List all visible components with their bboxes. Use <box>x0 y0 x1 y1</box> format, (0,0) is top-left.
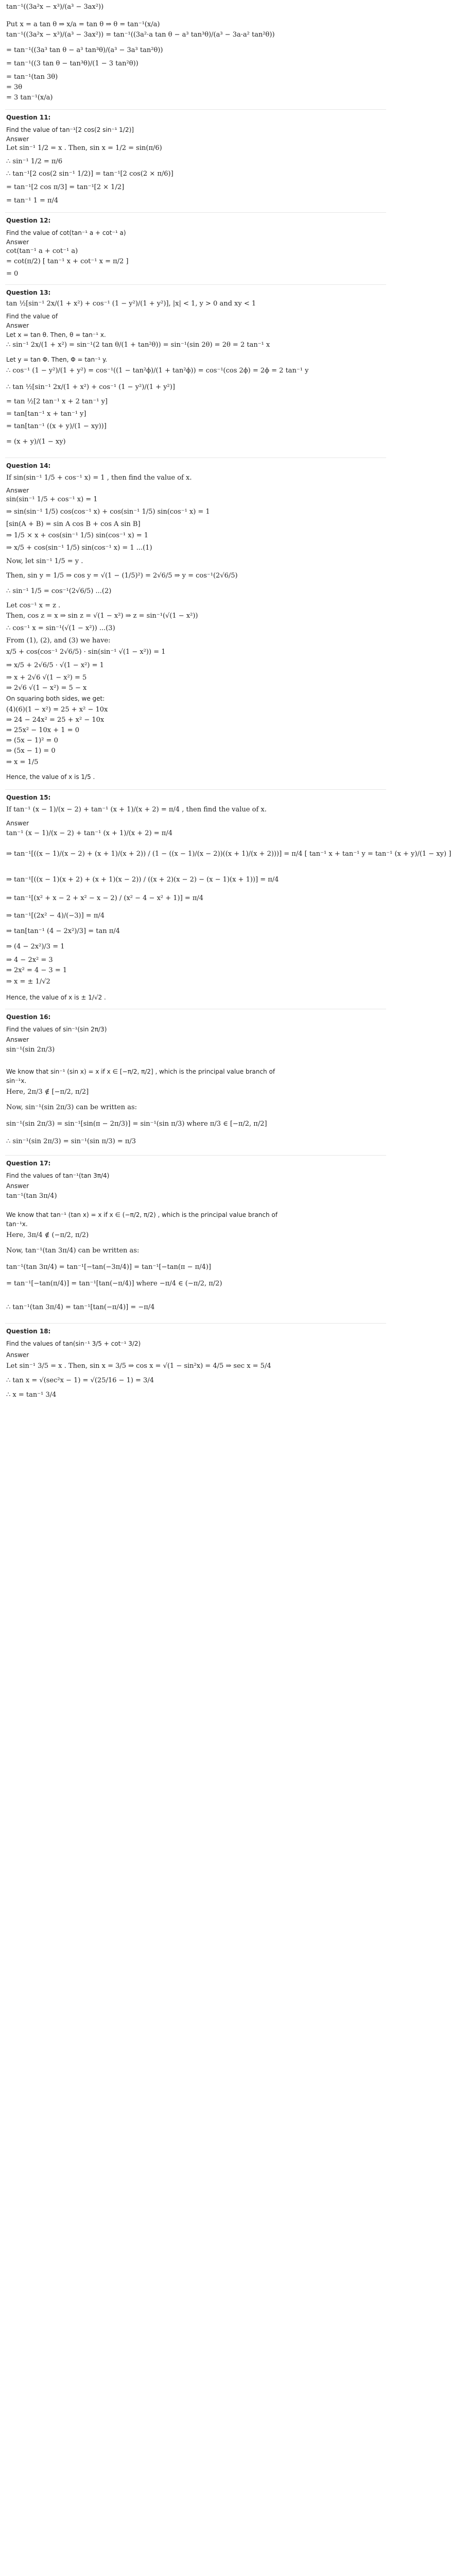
math-line: = tan⁻¹(tan 3θ) <box>6 73 58 81</box>
math-line: If sin(sin⁻¹ 1/5 + cos⁻¹ x) = 1 , then find the value of x. <box>6 474 192 482</box>
math-line: ⇒ 24 − 24x² = 25 + x² − 10x <box>6 716 105 724</box>
math-line: ⇒ 1/5 × x + cos(sin⁻¹ 1/5) sin(cos⁻¹ x) = 1 <box>6 532 149 539</box>
math-line: tan⁻¹((3a²x − x³)/(a³ − 3ax²)) <box>6 3 104 11</box>
math-line: Let sin⁻¹ 1/2 = x . Then, sin x = 1/2 = sin(π/6) <box>6 144 162 152</box>
math-line: = tan ½[2 tan⁻¹ x + 2 tan⁻¹ y] <box>6 398 108 405</box>
text-line: Find the values of tan(sin⁻¹ 3/5 + cot⁻¹ 3/2) <box>6 1340 141 1347</box>
math-line: ⇒ x = ± 1/√2 <box>6 978 50 986</box>
math-line: = tan⁻¹((3 tan θ − tan³θ)/(1 − 3 tan²θ)) <box>6 60 138 67</box>
math-line: = tan[tan⁻¹ ((x + y)/(1 − xy))] <box>6 422 107 430</box>
math-line: = 3 tan⁻¹(x/a) <box>6 94 53 101</box>
math-line: ∴ tan⁻¹[2 cos(2 sin⁻¹ 1/2)] = tan⁻¹[2 cos(2 × π/6)] <box>6 170 174 178</box>
text-line: Find the value of <box>6 313 58 320</box>
math-line: = tan⁻¹[−tan(π/4)] = tan⁻¹[tan(−π/4)] where −π/4 ∈ (−π/2, π/2) <box>6 1280 222 1287</box>
text-line: Hence, the value of x is ± 1/√2 . <box>6 994 106 1001</box>
math-line: cot(tan⁻¹ a + cot⁻¹ a) <box>6 247 78 255</box>
text-line: Let x = tan θ. Then, θ = tan⁻¹ x. <box>6 331 106 338</box>
math-line: ∴ tan⁻¹(tan 3π/4) = tan⁻¹[tan(−π/4)] = −π/4 <box>6 1303 155 1311</box>
math-line: Now, sin⁻¹(sin 2π/3) can be written as: <box>6 1104 137 1111</box>
math-line: [sin(A + B) = sin A cos B + cos A sin B] <box>6 520 141 528</box>
math-line: ∴ sin⁻¹ 2x/(1 + x²) = sin⁻¹(2 tan θ/(1 + tan²θ)) = sin⁻¹(sin 2θ) = 2θ = 2 tan⁻¹ x <box>6 341 270 349</box>
math-line: Let cos⁻¹ x = z . <box>6 602 61 609</box>
math-line: Then, sin y = 1/5 ⇒ cos y = √(1 − (1/5)²) = 2√6/5 ⇒ y = cos⁻¹(2√6/5) <box>6 572 238 580</box>
math-line: ⇒ tan⁻¹[(x² + x − 2 + x² − x − 2) / (x² − 4 − x² + 1)] = π/4 <box>6 894 204 902</box>
math-line: ⇒ sin(sin⁻¹ 1/5) cos(cos⁻¹ x) + cos(sin⁻¹ 1/5) sin(cos⁻¹ x) = 1 <box>6 508 210 516</box>
math-line: = 0 <box>6 270 19 278</box>
text-line: Answer <box>6 820 29 827</box>
text-line: Find the value of cot(tan⁻¹ a + cot⁻¹ a) <box>6 229 126 236</box>
question-divider <box>5 109 386 110</box>
math-line: ∴ x = tan⁻¹ 3/4 <box>6 1391 57 1399</box>
math-line: tan⁻¹(tan 3π/4) <box>6 1192 57 1200</box>
math-line: ⇒ tan⁻¹[((x − 1)(x + 2) + (x + 1)(x − 2)) / ((x + 2)(x − 2) − (x − 1)(x + 1))] = π/4 <box>6 876 279 884</box>
math-line: = 3θ <box>6 83 23 91</box>
text-line: We know that sin⁻¹ (sin x) = x if x ∈ [−π/2, π/2] , which is the principal value branch of <box>6 1068 275 1075</box>
text-line: Hence, the value of x is 1/5 . <box>6 773 95 781</box>
question-divider <box>5 789 386 790</box>
math-line: From (1), (2), and (3) we have: <box>6 637 111 645</box>
math-line: tan⁻¹(tan 3π/4) = tan⁻¹[−tan(−3π/4)] = tan⁻¹[−tan(π − π/4)] <box>6 1263 211 1271</box>
text-line: Answer <box>6 1351 29 1359</box>
question-divider <box>5 457 386 458</box>
math-line: = tan[tan⁻¹ x + tan⁻¹ y] <box>6 410 86 418</box>
text-line: Answer <box>6 239 29 246</box>
math-line: tan ½[sin⁻¹ 2x/(1 + x²) + cos⁻¹ (1 − y²)/(1 + y²)], |x| < 1, y > 0 and xy < 1 <box>6 300 256 308</box>
question-heading: Question 11: <box>6 114 51 121</box>
text-line: Let y = tan Φ. Then, Φ = tan⁻¹ y. <box>6 356 108 363</box>
math-line: Put x = a tan θ ⇒ x/a = tan θ ⇒ θ = tan⁻¹(x/a) <box>6 21 160 28</box>
text-line: On squaring both sides, we get: <box>6 695 105 702</box>
math-line: Let sin⁻¹ 3/5 = x . Then, sin x = 3/5 ⇒ cos x = √(1 − sin²x) = 4/5 ⇒ sec x = 5/4 <box>6 1362 271 1370</box>
text-line: Find the value of tan⁻¹[2 cos(2 sin⁻¹ 1/2)] <box>6 126 134 133</box>
math-line: sin⁻¹(sin 2π/3) = sin⁻¹[sin(π − 2π/3)] = sin⁻¹(sin π/3) where π/3 ∈ [−π/2, π/2] <box>6 1120 267 1128</box>
math-line: ⇒ tan⁻¹[(2x² − 4)/(−3)] = π/4 <box>6 912 105 920</box>
math-line: ⇒ x/5 + 2√6/5 · √(1 − x²) = 1 <box>6 662 104 669</box>
math-line: = tan⁻¹((3a³ tan θ − a³ tan³θ)/(a³ − 3a³ tan²θ)) <box>6 46 163 54</box>
question-heading: Question 16: <box>6 1013 51 1021</box>
math-line: ⇒ tan⁻¹[((x − 1)/(x − 2) + (x + 1)/(x + 2)) / (1 − ((x − 1)/(x − 2))((x + 1)/(x + 2)))] = π/4 [ tan⁻¹ x + tan⁻¹ y = tan⁻¹ (x + y)/(1 − xy) ] <box>6 850 451 858</box>
math-line: Here, 2π/3 ∉ [−π/2, π/2] <box>6 1088 89 1096</box>
text-line: sin⁻¹x. <box>6 1077 27 1084</box>
question-divider <box>5 284 386 285</box>
question-divider <box>5 1323 386 1324</box>
math-line: Now, let sin⁻¹ 1/5 = y . <box>6 557 83 565</box>
math-line: x/5 + cos(cos⁻¹ 2√6/5) · sin(sin⁻¹ √(1 − x²)) = 1 <box>6 648 166 656</box>
math-line: ⇒ tan[tan⁻¹ (4 − 2x²)/3] = tan π/4 <box>6 927 120 935</box>
math-line: = tan⁻¹ 1 = π/4 <box>6 197 59 205</box>
question-heading: Question 17: <box>6 1160 51 1167</box>
math-line: ⇒ x + 2√6 √(1 − x²) = 5 <box>6 674 87 682</box>
math-line: ⇒ (5x − 1)² = 0 <box>6 737 58 744</box>
math-line: sin(sin⁻¹ 1/5 + cos⁻¹ x) = 1 <box>6 496 98 503</box>
text-line: Find the values of tan⁻¹(tan 3π/4) <box>6 1172 110 1179</box>
math-line: Here, 3π/4 ∉ (−π/2, π/2) <box>6 1231 89 1239</box>
math-line: ⇒ 4 − 2x² = 3 <box>6 956 53 964</box>
math-line: = tan⁻¹[2 cos π/3] = tan⁻¹[2 × 1/2] <box>6 183 125 191</box>
question-divider <box>5 1155 386 1156</box>
text-line: Answer <box>6 1036 29 1043</box>
question-heading: Question 13: <box>6 289 51 296</box>
text-line: Answer <box>6 1182 29 1190</box>
math-line: ∴ cos⁻¹ x = sin⁻¹(√(1 − x²)) ...(3) <box>6 624 115 632</box>
math-line: Then, cos z = x ⇒ sin z = √(1 − x²) ⇒ z = sin⁻¹(√(1 − x²)) <box>6 612 198 620</box>
text-line: Answer <box>6 487 29 494</box>
math-line: (4)(6)(1 − x²) = 25 + x² − 10x <box>6 706 108 714</box>
math-line: ⇒ x = 1/5 <box>6 758 39 766</box>
text-line: Find the values of sin⁻¹(sin 2π/3) <box>6 1026 107 1033</box>
question-divider <box>5 212 386 213</box>
math-line: ⇒ x/5 + cos(sin⁻¹ 1/5) sin(cos⁻¹ x) = 1 ...(1) <box>6 544 152 552</box>
question-heading: Question 15: <box>6 794 51 801</box>
math-line: tan⁻¹((3a²x − x³)/(a³ − 3ax²)) = tan⁻¹((3a²·a tan θ − a³ tan³θ)/(a³ − 3a·a² tan²θ)) <box>6 31 275 39</box>
text-line: tan⁻¹x. <box>6 1221 28 1228</box>
math-line: ⇒ (4 − 2x²)/3 = 1 <box>6 943 65 951</box>
math-line: Now, tan⁻¹(tan 3π/4) can be written as: <box>6 1247 140 1255</box>
question-heading: Question 12: <box>6 217 51 224</box>
math-line: ∴ sin⁻¹ 1/2 = π/6 <box>6 158 63 165</box>
math-line: ⇒ (5x − 1) = 0 <box>6 747 56 755</box>
math-line: ∴ sin⁻¹(sin 2π/3) = sin⁻¹(sin π/3) = π/3 <box>6 1138 136 1145</box>
math-line: If tan⁻¹ (x − 1)/(x − 2) + tan⁻¹ (x + 1)/(x + 2) = π/4 , then find the value of x. <box>6 806 267 814</box>
math-line: ⇒ 25x² − 10x + 1 = 0 <box>6 726 79 734</box>
question-heading: Question 14: <box>6 462 51 469</box>
math-line: ∴ cos⁻¹ (1 − y²)/(1 + y²) = cos⁻¹((1 − tan²ϕ)/(1 + tan²ϕ)) = cos⁻¹(cos 2ϕ) = 2ϕ = 2 tan⁻¹ y <box>6 367 309 375</box>
math-line: ∴ tan ½[sin⁻¹ 2x/(1 + x²) + cos⁻¹ (1 − y²)/(1 + y²)] <box>6 383 175 391</box>
math-line: = cot(π/2) [ tan⁻¹ x + cot⁻¹ x = π/2 ] <box>6 258 129 265</box>
text-line: Answer <box>6 135 29 143</box>
math-line: = (x + y)/(1 − xy) <box>6 438 66 446</box>
math-line: ⇒ 2√6 √(1 − x²) = 5 − x <box>6 684 87 692</box>
math-line: tan⁻¹ (x − 1)/(x − 2) + tan⁻¹ (x + 1)/(x + 2) = π/4 <box>6 829 172 837</box>
math-line: ∴ sin⁻¹ 1/5 = cos⁻¹(2√6/5) ...(2) <box>6 587 112 595</box>
text-line: Answer <box>6 322 29 329</box>
math-line: sin⁻¹(sin 2π/3) <box>6 1046 55 1054</box>
question-heading: Question 18: <box>6 1328 51 1335</box>
math-line: ⇒ 2x² = 4 − 3 = 1 <box>6 967 67 974</box>
text-line: We know that tan⁻¹ (tan x) = x if x ∈ (−π/2, π/2) , which is the principal value branch of <box>6 1211 277 1218</box>
math-line: ∴ tan x = √(sec²x − 1) = √(25/16 − 1) = 3/4 <box>6 1377 154 1384</box>
